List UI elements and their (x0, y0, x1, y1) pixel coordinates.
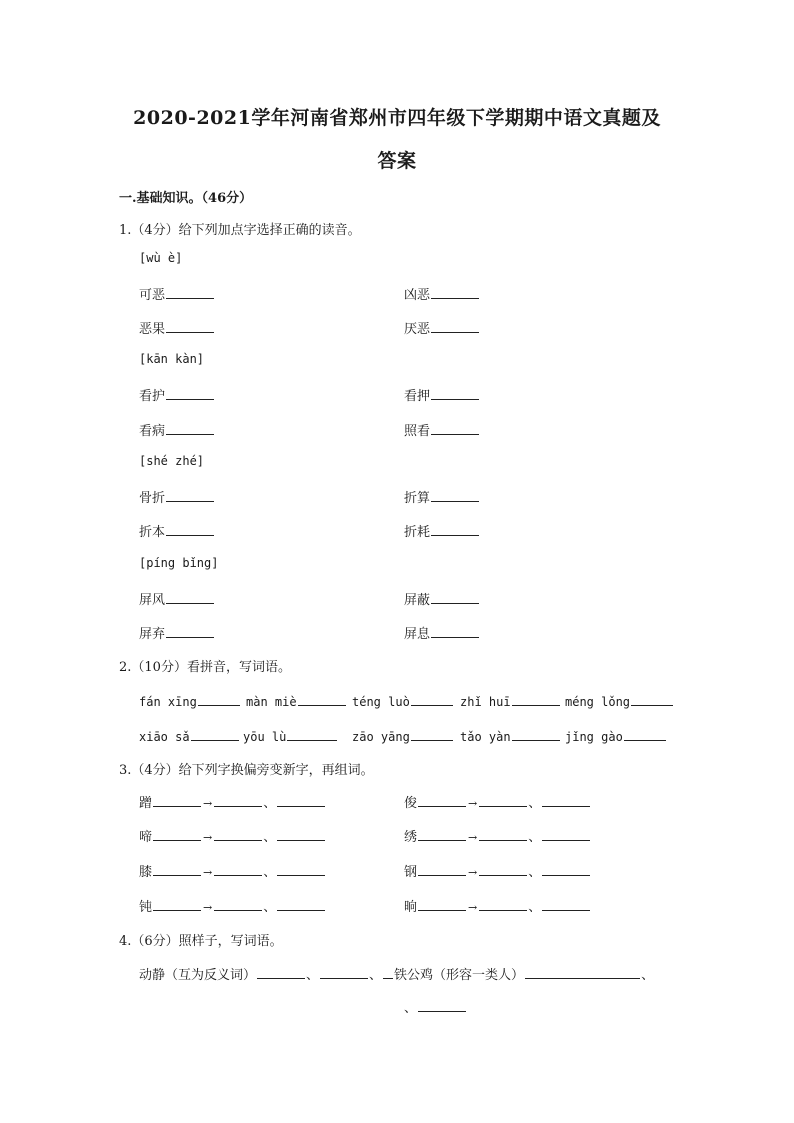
answer-blank[interactable] (214, 793, 262, 807)
question-2-prompt: 2.（10分）看拼音，写词语。 (119, 660, 291, 675)
answer-blank[interactable] (542, 793, 590, 807)
q1-item (404, 318, 480, 337)
q3-char: 钢 (404, 865, 418, 880)
answer-blank[interactable] (431, 285, 479, 299)
q1-word: 恶果 (139, 322, 166, 337)
answer-blank[interactable] (418, 793, 466, 807)
separator: 、 (641, 968, 655, 983)
q1-pinyin-1: [wù è] (139, 251, 183, 265)
q2-item (352, 692, 454, 709)
arrow-icon: → (203, 797, 213, 810)
answer-blank[interactable] (542, 862, 590, 876)
arrow-icon: → (203, 831, 213, 844)
answer-blank[interactable] (166, 319, 214, 333)
q2-item (352, 727, 454, 744)
q1-item (404, 623, 480, 642)
q1-word: 厌恶 (404, 322, 431, 337)
q2-pinyin: zhǐ huī (460, 695, 511, 709)
q2-pinyin: tǎo yàn (460, 730, 511, 744)
answer-blank[interactable] (198, 692, 240, 706)
q2-item (139, 692, 241, 709)
q3-char: 蹭 (139, 796, 153, 811)
q1-word: 屏蔽 (404, 593, 431, 608)
answer-blank[interactable] (214, 827, 262, 841)
answer-blank[interactable] (512, 727, 560, 741)
answer-blank[interactable] (166, 421, 214, 435)
q1-word: 看病 (139, 424, 166, 439)
q3-item (404, 826, 591, 845)
answer-blank[interactable] (166, 386, 214, 400)
q2-item (246, 692, 347, 709)
q3-char: 钝 (139, 900, 153, 915)
answer-blank[interactable] (479, 827, 527, 841)
q1-word: 屏息 (404, 627, 431, 642)
answer-blank[interactable] (479, 897, 527, 911)
q1-item (139, 487, 215, 506)
arrow-icon: → (468, 866, 478, 879)
q1-pinyin-3: [shé zhé] (139, 454, 205, 468)
q4-example-1: 动静（互为反义词） (139, 968, 257, 983)
answer-blank[interactable] (431, 421, 479, 435)
arrow-icon: → (468, 797, 478, 810)
answer-blank[interactable] (431, 488, 479, 502)
section-heading: 一.基础知识。（46分） (119, 191, 253, 206)
answer-blank[interactable] (166, 624, 214, 638)
question-3-prompt: 3.（4分）给下列字换偏旁变新字，再组词。 (119, 763, 374, 778)
answer-blank[interactable] (277, 897, 325, 911)
answer-blank[interactable] (512, 692, 560, 706)
q1-word: 折算 (404, 491, 431, 506)
q2-pinyin: téng luò (352, 695, 410, 709)
q3-item (404, 896, 591, 915)
answer-blank[interactable] (411, 692, 453, 706)
q3-item (404, 861, 591, 880)
q1-word: 折本 (139, 525, 166, 540)
answer-blank[interactable] (431, 590, 479, 604)
q3-item (139, 792, 326, 811)
q2-pinyin: yōu lù (243, 730, 287, 744)
q1-word: 看护 (139, 389, 166, 404)
answer-blank[interactable] (418, 862, 466, 876)
separator: 、 (263, 830, 277, 845)
answer-blank[interactable] (298, 692, 346, 706)
q1-word: 凶恶 (404, 288, 431, 303)
q3-char: 绣 (404, 830, 418, 845)
q1-item (404, 385, 480, 404)
q3-item (139, 896, 326, 915)
arrow-icon: → (203, 901, 213, 914)
q2-pinyin: xiāo sǎ (139, 730, 190, 744)
separator: 、 (528, 796, 542, 811)
answer-blank[interactable] (431, 522, 479, 536)
q1-item (404, 589, 480, 608)
arrow-icon: → (203, 866, 213, 879)
answer-blank[interactable] (411, 727, 453, 741)
answer-blank[interactable] (153, 862, 201, 876)
q4-line-continued (404, 997, 467, 1016)
answer-blank[interactable] (418, 897, 466, 911)
answer-blank[interactable] (153, 897, 201, 911)
answer-blank[interactable] (431, 386, 479, 400)
answer-blank[interactable] (153, 827, 201, 841)
answer-blank[interactable] (214, 862, 262, 876)
answer-blank[interactable] (418, 998, 466, 1012)
q1-item (404, 487, 480, 506)
answer-blank[interactable] (542, 827, 590, 841)
q3-char: 膝 (139, 865, 153, 880)
answer-blank[interactable] (431, 319, 479, 333)
q2-pinyin: méng lǒng (565, 695, 631, 709)
question-1-prompt: 1.（4分）给下列加点字选择正确的读音。 (119, 223, 361, 238)
separator: 、 (306, 968, 320, 983)
q1-word: 折耗 (404, 525, 431, 540)
question-4-prompt: 4.（6分）照样子，写词语。 (119, 934, 283, 949)
separator: 、 (369, 968, 383, 983)
separator: 、 (263, 900, 277, 915)
page-title-line-1: 2020-2021学年河南省郑州市四年级下学期期中语文真题及 (133, 107, 661, 129)
answer-blank[interactable] (418, 827, 466, 841)
answer-blank[interactable] (479, 862, 527, 876)
q1-item (139, 521, 215, 540)
separator: 、 (263, 796, 277, 811)
answer-blank[interactable] (624, 727, 666, 741)
q1-item (404, 420, 480, 439)
q1-item (139, 385, 215, 404)
q1-item (139, 284, 215, 303)
answer-blank[interactable] (287, 727, 337, 741)
page-title-line-2: 答案 (377, 150, 417, 172)
answer-blank[interactable] (525, 965, 640, 979)
answer-blank[interactable] (431, 624, 479, 638)
q3-char: 啼 (139, 830, 153, 845)
answer-blank[interactable] (631, 692, 673, 706)
q2-item (460, 727, 561, 744)
answer-blank[interactable] (383, 965, 393, 979)
q1-pinyin-2: [kān kàn] (139, 352, 205, 366)
q2-item (460, 692, 561, 709)
answer-blank[interactable] (166, 488, 214, 502)
q3-item (139, 861, 326, 880)
answer-blank[interactable] (542, 897, 590, 911)
separator: 、 (404, 1001, 418, 1016)
q2-pinyin: zāo yāng (352, 730, 410, 744)
q1-word: 看押 (404, 389, 431, 404)
answer-blank[interactable] (214, 897, 262, 911)
arrow-icon: → (468, 831, 478, 844)
answer-blank[interactable] (166, 285, 214, 299)
answer-blank[interactable] (257, 965, 305, 979)
separator: 、 (528, 900, 542, 915)
q3-char: 晌 (404, 900, 418, 915)
q2-item (565, 727, 667, 744)
q1-item (139, 318, 215, 337)
answer-blank[interactable] (277, 862, 325, 876)
q1-word: 屏风 (139, 593, 166, 608)
q1-word: 屏弃 (139, 627, 166, 642)
q2-pinyin: jǐng gào (565, 730, 623, 744)
answer-blank[interactable] (191, 727, 239, 741)
answer-blank[interactable] (153, 793, 201, 807)
answer-blank[interactable] (166, 590, 214, 604)
q1-pinyin-4: [píng bǐng] (139, 556, 219, 570)
q3-item (139, 826, 326, 845)
separator: 、 (263, 865, 277, 880)
q1-word: 可恶 (139, 288, 166, 303)
q1-word: 照看 (404, 424, 431, 439)
q2-item (565, 692, 674, 709)
q3-item (404, 792, 591, 811)
q4-example-2: 铁公鸡（形容一类人） (394, 968, 525, 983)
separator: 、 (528, 865, 542, 880)
q1-item (139, 589, 215, 608)
q2-pinyin: màn miè (246, 695, 297, 709)
arrow-icon: → (468, 901, 478, 914)
q1-item (139, 623, 215, 642)
answer-blank[interactable] (166, 522, 214, 536)
q4-line (139, 964, 654, 983)
q2-item (139, 727, 240, 744)
answer-blank[interactable] (320, 965, 368, 979)
q3-char: 俊 (404, 796, 418, 811)
q1-word: 骨折 (139, 491, 166, 506)
q2-pinyin: fán xīng (139, 695, 197, 709)
q2-item (243, 727, 338, 744)
answer-blank[interactable] (277, 827, 325, 841)
q1-item (139, 420, 215, 439)
q1-item (404, 521, 480, 540)
answer-blank[interactable] (277, 793, 325, 807)
separator: 、 (528, 830, 542, 845)
answer-blank[interactable] (479, 793, 527, 807)
q1-item (404, 284, 480, 303)
